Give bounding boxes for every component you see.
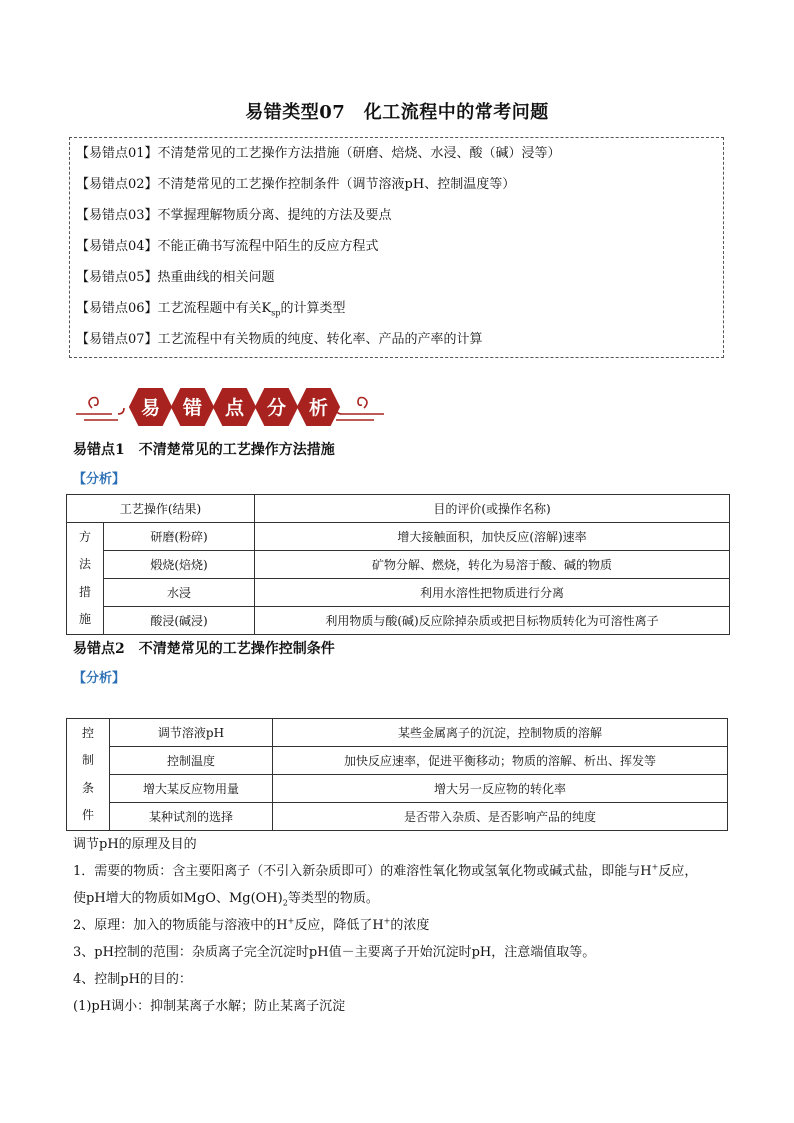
group-label-control: 控 制 条 件: [67, 719, 110, 831]
error-points-box: [69, 137, 724, 358]
error-analysis-banner: [74, 384, 386, 430]
toc-item-4: 【易错点04】不能正确书写流程中陌生的反应方程式: [76, 239, 379, 254]
right-swirl-ornament: [336, 398, 384, 421]
condition-cell: 增大某反应物用量: [110, 775, 273, 803]
purpose-cell: 矿物分解、燃烧，转化为易溶于酸、碱的物质: [255, 551, 730, 579]
banner-char-1: 易: [140, 398, 161, 419]
operation-cell: 研磨(粉碎): [104, 523, 255, 551]
purpose-cell: 利用物质与酸(碱)反应除掉杂质或把目标物质转化为可溶性离子: [255, 607, 730, 635]
header-cell-operation: 工艺操作(结果): [67, 495, 255, 523]
note-paragraph: 2、原理：加入的物质能与溶液中的H+反应，降低了H+的浓度: [73, 916, 430, 933]
section2-heading: 易错点2 不清楚常见的工艺操作控制条件: [73, 641, 335, 657]
note-paragraph: (1)pH调小：抑制某离子水解；防止某离子沉淀: [73, 999, 346, 1014]
left-swirl-ornament: [76, 398, 124, 421]
condition-cell: 控制温度: [110, 747, 273, 775]
condition-cell: 某种试剂的选择: [110, 803, 273, 831]
condition-cell: 调节溶液pH: [110, 719, 273, 747]
group-label-method: 方 法 措 施: [67, 523, 104, 635]
banner-char-5: 析: [308, 398, 329, 419]
table-row: [67, 607, 730, 635]
table-row: [67, 523, 730, 551]
header-cell-purpose: 目的评价(或操作名称): [255, 495, 730, 523]
banner-char-4: 分: [266, 398, 287, 419]
toc-item-6: 【易错点06】工艺流程题中有关$K_{sp}$的计算类型: [76, 301, 346, 318]
section2-analysis-tag: 【分析】: [73, 671, 126, 686]
toc-item-3: 【易错点03】不掌握理解物质分离、提纯的方法及要点: [76, 208, 392, 223]
note-paragraph: 1．需要的物质：含主要阳离子（不引入新杂质即可）的难溶性氧化物或氢氧化物或碱式盐，即能与H+反应，: [73, 862, 698, 879]
table-row: [67, 747, 728, 775]
effect-cell: 某些金属离子的沉淀，控制物质的溶解: [273, 719, 728, 747]
note-heading: 调节pH的原理及目的: [73, 837, 197, 852]
purpose-cell: 利用水溶性把物质进行分离: [255, 579, 730, 607]
note-paragraph: 3、pH控制的范围：杂质离子完全沉淀时pH值－主要离子开始沉淀时pH，注意端值取等。: [73, 945, 596, 960]
operation-cell: 煅烧(焙烧): [104, 551, 255, 579]
effect-cell: 加快反应速率，促进平衡移动；物质的溶解、析出、挥发等: [273, 747, 728, 775]
note-paragraph: 使pH增大的物质如MgO、$Mg(OH)_2$等类型的物质。: [73, 891, 379, 908]
note-paragraph: 4、控制pH的目的：: [73, 972, 192, 987]
section2-table: [66, 718, 728, 831]
toc-item-2: 【易错点02】不清楚常见的工艺操作控制条件（调节溶液pH、控制温度等）: [76, 177, 516, 192]
page-title: 易错类型07 化工流程中的常考问题: [245, 102, 549, 123]
table-row: [67, 803, 728, 831]
table-row: [67, 719, 728, 747]
ksp-subscript: sp: [271, 308, 281, 318]
banner-char-2: 错: [182, 398, 203, 419]
effect-cell: 增大另一反应物的转化率: [273, 775, 728, 803]
section1-table: [66, 494, 730, 635]
operation-cell: 水浸: [104, 579, 255, 607]
section1-analysis-tag: 【分析】: [73, 472, 126, 487]
table-row: [67, 579, 730, 607]
banner-char-3: 点: [224, 398, 245, 419]
toc-item-7: 【易错点07】工艺流程中有关物质的纯度、转化率、产品的产率的计算: [76, 332, 483, 347]
purpose-cell: 增大接触面积，加快反应(溶解)速率: [255, 523, 730, 551]
toc-item-5: 【易错点05】热重曲线的相关问题: [76, 270, 275, 285]
operation-cell: 酸浸(碱浸): [104, 607, 255, 635]
table-header-row: [67, 495, 730, 523]
table-row: [67, 551, 730, 579]
section1-heading: 易错点1 不清楚常见的工艺操作方法措施: [73, 442, 335, 458]
table-row: [67, 775, 728, 803]
effect-cell: 是否带入杂质、是否影响产品的纯度: [273, 803, 728, 831]
toc-item-1: 【易错点01】不清楚常见的工艺操作方法措施（研磨、焙烧、水浸、酸（碱）浸等）: [76, 146, 561, 161]
